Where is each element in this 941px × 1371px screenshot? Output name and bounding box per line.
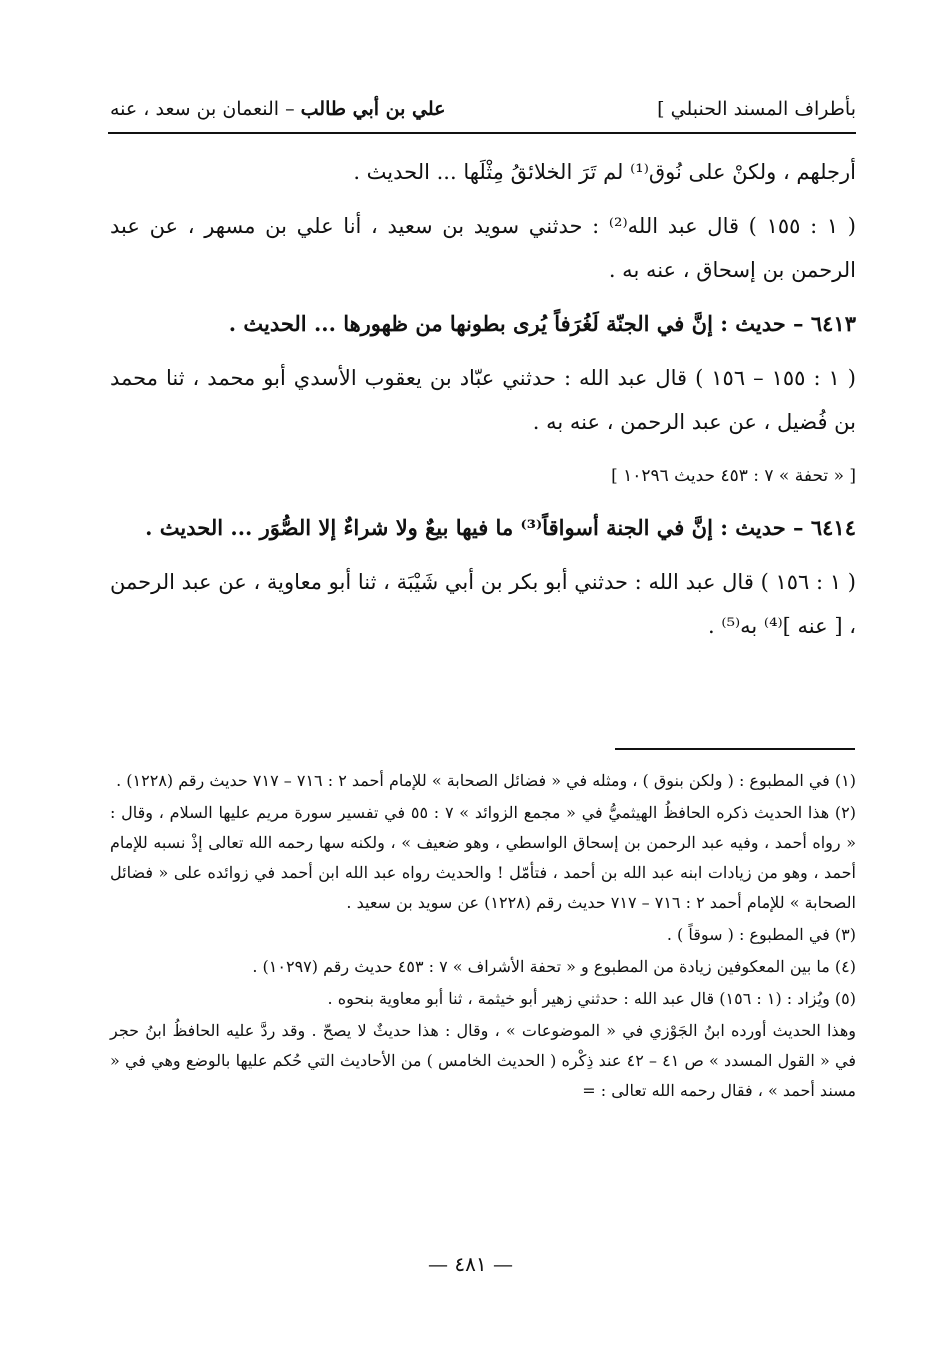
footnote-2: (٢) هذا الحديث ذكره الحافظُ الهيثميُّ في « مجمع الزوائد » ٧ : ٥٥ في تفسير سورة مريم عليها السلام ، وقال : « رواه أحمد ، وفيه عبد الرحمن بن إسحاق الواسطي ، وهو ضعيف » ، ولكنه سها رحمه الله تعالى إذْ نسبه للإمام أحمد ، وهو من زيادات ابنه عبد الله بن أحمد ، فتأمّل ! والحديث رواه عبد الله ابن أحمد في زوائده على « فضائل الصحابة » للإمام أحمد ٢ : ٧١٦ – ٧١٧ حديث رقم (١٢٢٨) عن سويد بن سعيد .	[110, 803, 857, 912]
footnote-5: (٥) ويُزاد : (١ : ١٥٦) قال عبد الله : حدثني زهير أبو خيثمة ، ثنا أبو معاوية بنحوه .	[327, 989, 856, 1008]
hadith-6413: ٦٤١٣ – حديث : إنَّ في الجنّة لَغُرَفاً يُرى بطونها من ظهورها ... الحديث .	[228, 311, 856, 336]
running-header	[110, 98, 856, 128]
footnote-5-continued: وهذا الحديث أورده ابنُ الجَوْزي في « الموضوعات » ، وقال : هذا حديثٌ لا يصحّ . وقد ردَّ عليه الحافظُ ابنُ حجر في « القول المسدد » ص ٤١ – ٤٢ عند ذِكْره ( الحديث الخامس ) من الأحاديث التي حُكم عليها بالوضع وهي في « مسند أحمد » ، فقال رحمه الله تعالى : =	[110, 1021, 856, 1100]
paragraph-isnad-3: ( ١ : ١٥٦ ) قال عبد الله : حدثني أبو بكر بن أبي شَيْبَة ، ثنا أبو معاوية ، عن عبد الرحمن ، [ عنه ]⁽⁴⁾ به⁽⁵⁾ .	[110, 570, 856, 638]
header-chapter-rest: – النعمان بن سعد ، عنه	[110, 98, 301, 120]
header-chapter-title	[110, 98, 445, 120]
footnote-4: (٤) ما بين المعكوفين زيادة من المطبوع و « تحفة الأشراف » ٧ : ٤٥٣ حديث رقم (١٠٢٩٧) .	[252, 957, 856, 976]
page-number: — ٤٨١ —	[428, 1252, 513, 1276]
main-text	[110, 150, 856, 658]
footnote-separator	[615, 748, 855, 750]
header-rule	[108, 132, 856, 134]
tuhfa-reference: [ « تحفة » ٧ : ٤٥٣ حديث ١٠٢٩٦ ]	[611, 466, 856, 486]
hadith-6414: ٦٤١٤ – حديث : إنَّ في الجنة أسواقاً⁽³⁾ ما فيها بيعٌ ولا شراءٌ إلا الصُّوَر ... الحديث .	[145, 515, 856, 540]
footnote-1: (١) في المطبوع : ( ولكن بنوق ) ، ومثله في « فضائل الصحابة » للإمام أحمد ٢ : ٧١٦ – ٧١٧ حديث رقم (١٢٢٨) .	[116, 771, 856, 790]
footnotes	[110, 766, 856, 1108]
paragraph-isnad-2: ( ١ : ١٥٥ – ١٥٦ ) قال عبد الله : حدثني عبّاد بن يعقوب الأسدي أبو محمد ، ثنا محمد بن فُضيل ، عن عبد الرحمن ، عنه به .	[110, 366, 857, 434]
paragraph-continuation: أرجلهم ، ولكنْ على نُوق⁽¹⁾ لم تَرَ الخلائقُ مِثْلَها ... الحديث .	[353, 160, 856, 184]
footnote-3: (٣) في المطبوع : ( سوقاً ) .	[666, 925, 856, 944]
header-chapter-bold: علي بن أبي طالب	[300, 98, 446, 120]
paragraph-isnad-1: ( ١ : ١٥٥ ) قال عبد الله⁽²⁾ : حدثني سويد بن سعيد ، أنا علي بن مسهر ، عن عبد الرحمن بن إسحاق ، عنه به .	[110, 214, 856, 282]
header-book-title: بأطراف المسند الحنبلي ]	[657, 98, 856, 120]
